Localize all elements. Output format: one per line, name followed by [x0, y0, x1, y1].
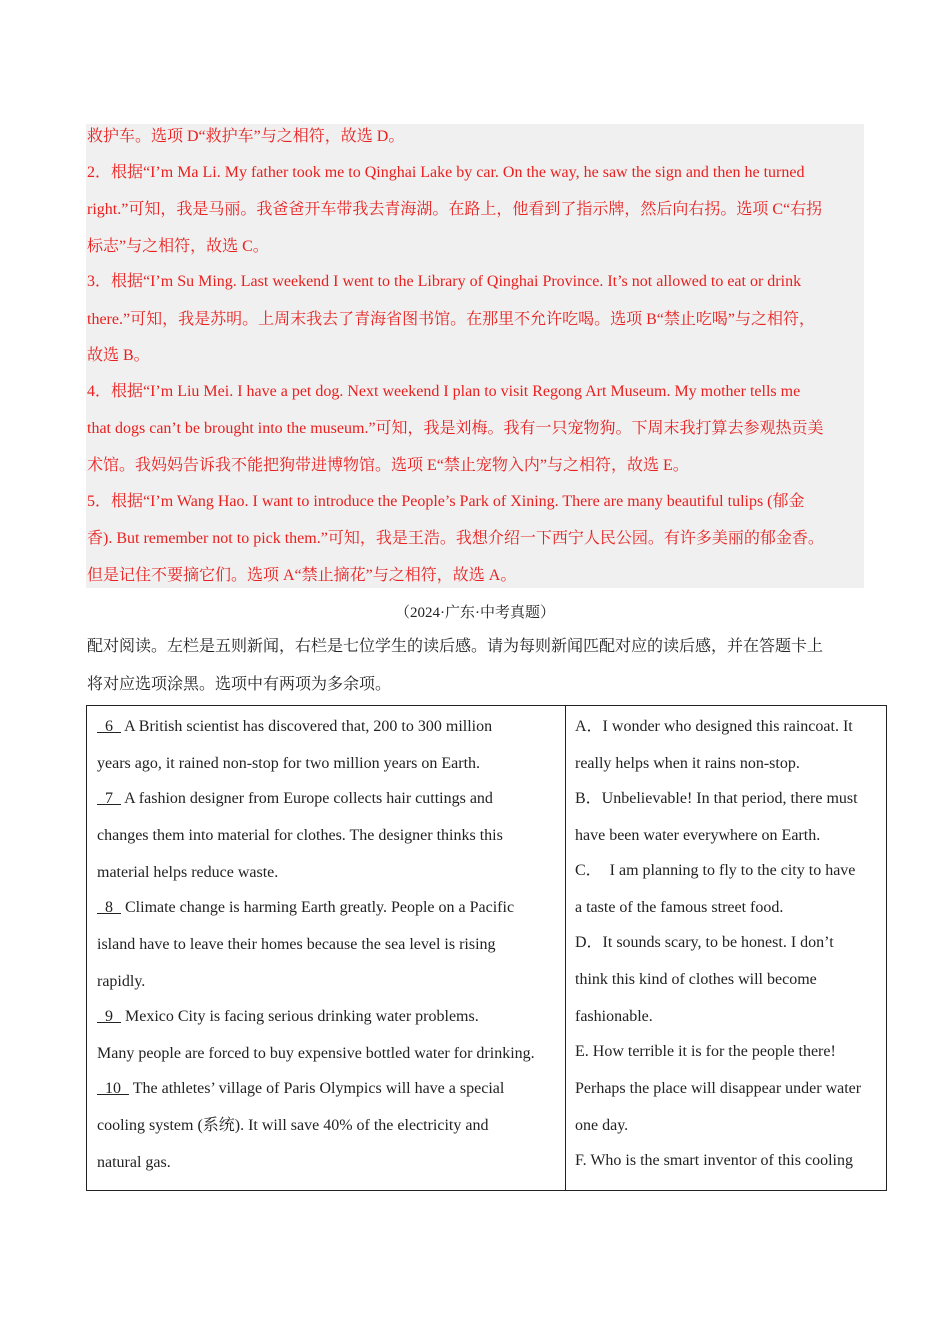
answer-line: 4．根据“I’m Liu Mei. I have a pet dog. Next weekend I plan to visit Regong Art Museum. My mother tells me [87, 383, 801, 400]
answer-blank[interactable]: 10 [97, 1080, 129, 1097]
news-text-line: material helps reduce waste. [97, 864, 279, 881]
news-text-line: rapidly. [97, 973, 146, 990]
answer-line: right.”可知，我是马丽。我爸爸开车带我去青海湖。在路上，他看到了指示牌，然后向右拐。选项 C“右拐 [87, 201, 823, 218]
option-text-line: think this kind of clothes will become [575, 971, 817, 988]
news-item-6: 6 A British scientist has discovered that, 200 to 300 million [97, 718, 493, 735]
answer-blank[interactable]: 8 [97, 899, 121, 916]
answer-line: 标志”与之相符，故选 C。 [87, 238, 269, 255]
news-text-line: years ago, it rained non-stop for two million years on Earth. [97, 755, 481, 772]
answer-line: there.”可知，我是苏明。上周末我去了青海省图书馆。在那里不允许吃喝。选项 B“禁止吃喝”与之相符， [87, 311, 815, 328]
news-text-line: cooling system (系统). It will save 40% of the electricity and [97, 1117, 489, 1134]
news-text-line: Many people are forced to buy expensive bottled water for drinking. [97, 1045, 535, 1062]
instructions-line: 配对阅读。左栏是五则新闻，右栏是七位学生的读后感。请为每则新闻匹配对应的读后感，并在答题卡上 [87, 638, 824, 655]
answer-line: 2．根据“I’m Ma Li. My father took me to Qinghai Lake by car. On the way, he saw the sign and then he turned [87, 164, 805, 181]
option-a: A．I wonder who designed this raincoat. It [575, 718, 853, 735]
answer-line: 术馆。我妈妈告诉我不能把狗带进博物馆。选项 E“禁止宠物入内”与之相符，故选 E。 [87, 457, 689, 474]
question-source: （2024·广东·中考真题） [395, 605, 555, 621]
option-c: C． I am planning to fly to the city to have [575, 862, 856, 879]
answer-line: 香). But remember not to pick them.”可知，我是王浩。我想介绍一下西宁人民公园。有许多美丽的郁金香。 [87, 530, 824, 547]
option-text-line: one day. [575, 1117, 629, 1134]
option-e: E. How terrible it is for the people there! [575, 1043, 836, 1060]
news-text-line: island have to leave their homes because the sea level is rising [97, 936, 496, 953]
news-item-9: 9 Mexico City is facing serious drinking water problems. [97, 1008, 479, 1025]
option-text-line: Perhaps the place will disappear under water [575, 1080, 862, 1097]
answer-line: 故选 B。 [87, 347, 150, 364]
news-column [87, 706, 566, 1191]
option-f: F. Who is the smart inventor of this cooling [575, 1152, 853, 1169]
option-text-line: have been water everywhere on Earth. [575, 827, 821, 844]
option-text-line: really helps when it rains non-stop. [575, 755, 800, 772]
option-text-line: a taste of the famous street food. [575, 899, 784, 916]
answer-explanation-box [86, 124, 864, 588]
option-text-line: fashionable. [575, 1008, 653, 1025]
answer-blank[interactable]: 9 [97, 1008, 121, 1025]
option-b: B．Unbelievable! In that period, there must [575, 790, 858, 807]
news-item-7: 7 A fashion designer from Europe collects hair cuttings and [97, 790, 493, 807]
answer-line: 3．根据“I’m Su Ming. Last weekend I went to the Library of Qinghai Province. It’s not allowed to eat or drink [87, 273, 802, 290]
answer-blank[interactable]: 6 [97, 718, 121, 735]
answer-line: 但是记住不要摘它们。选项 A“禁止摘花”与之相符，故选 A。 [87, 567, 517, 584]
news-text-line: natural gas. [97, 1154, 171, 1171]
answer-line: that dogs can’t be brought into the museum.”可知，我是刘梅。我有一只宠物狗。下周末我打算去参观热贡美 [87, 420, 824, 437]
news-item-10: 10 The athletes’ village of Paris Olympics will have a special [97, 1080, 505, 1097]
matching-table [86, 705, 887, 1191]
options-column [566, 706, 887, 1191]
news-text-line: changes them into material for clothes. The designer thinks this [97, 827, 503, 844]
instructions-line: 将对应选项涂黑。选项中有两项为多余项。 [87, 676, 392, 693]
answer-line: 5．根据“I’m Wang Hao. I want to introduce the People’s Park of Xining. There are many beautiful tulips (郁金 [87, 493, 805, 510]
answer-blank[interactable]: 7 [97, 790, 121, 807]
news-item-8: 8 Climate change is harming Earth greatly. People on a Pacific [97, 899, 515, 916]
option-d: D．It sounds scary, to be honest. I don’t [575, 934, 834, 951]
answer-line: 救护车。选项 D“救护车”与之相符，故选 D。 [87, 128, 405, 145]
